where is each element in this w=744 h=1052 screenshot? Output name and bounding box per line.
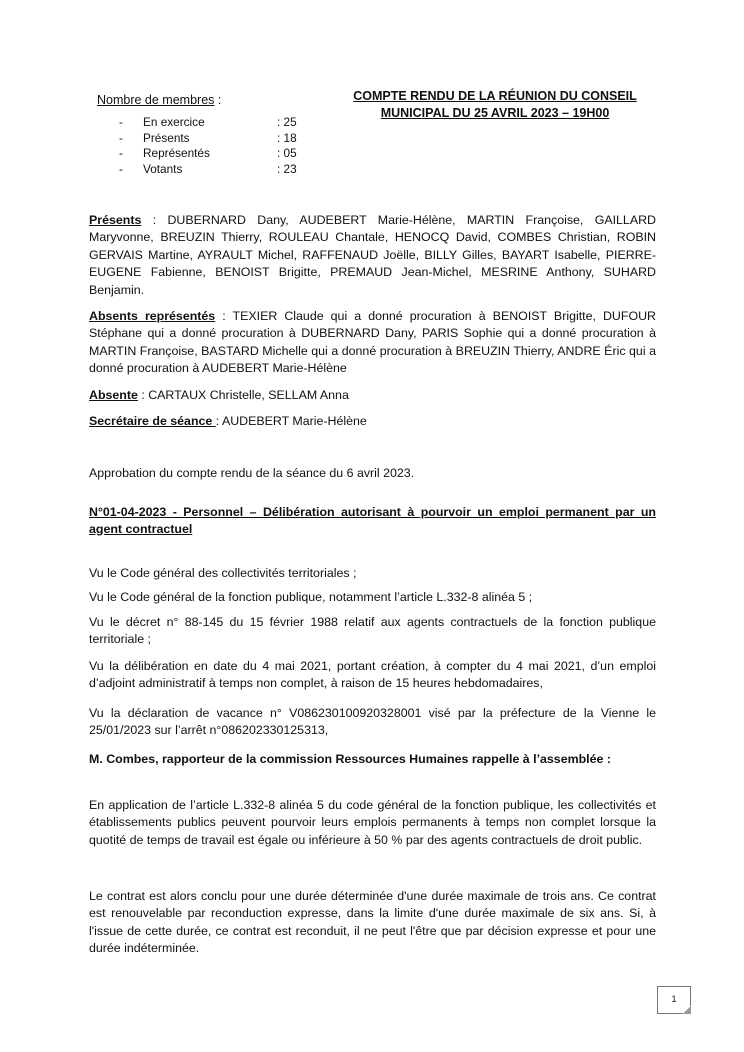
rapporteur-statement: M. Combes, rapporteur de la commission Ressources Humaines rappelle à l’assemblée : [89,752,611,766]
page-fold-icon [683,1006,691,1014]
absents-representes-paragraph: Absents représentés : TEXIER Claude qui a donné procuration à BENOIST Brigitte, DUFOUR Stéphane qui a donné procuration à DUBERNARD Dany, PARIS Sophie qui a donné procuration à MARTIN Françoise, BASTARD Michelle qui a donné procuration à BREUZIN Thierry, ANDRE Éric qui a donné procuration à AUDEBERT Marie-Hélène [89,309,656,376]
vu-item: Vu le décret n° 88-145 du 15 février 1988 relatif aux agents contractuels de la fonction publique territoriale ; [89,615,656,647]
deliberation-title: N°01-04-2023 - Personnel – Délibération autorisant à pourvoir un emploi permanent par un agent contractuel [89,505,656,536]
approval-statement: Approbation du compte rendu de la séance du 6 avril 2023. [89,466,415,480]
absente-paragraph: Absente : CARTAUX Christelle, SELLAM Anna [89,387,349,402]
members-row-representes: - Représentés : 05 [119,146,297,160]
vu-item: Vu la délibération en date du 4 mai 2021, portant création, à compter du 4 mai 2021, d’un emploi d’adjoint administratif à temps non complet, à raison de 15 heures hebdomadaires, [89,659,656,691]
members-row-presents: - Présents : 18 [119,130,297,145]
secretaire-paragraph: Secrétaire de séance : AUDEBERT Marie-Hélène [89,414,367,429]
vu-item: Vu le Code général des collectivités territoriales ; [89,566,357,580]
members-summary [97,93,297,177]
members-row-en-exercice: - En exercice : 25 [119,115,297,129]
document-title: COMPTE RENDU DE LA RÉUNION DU CONSEIL MUNICIPAL DU 25 AVRIL 2023 – 19H00 [353,89,637,120]
vu-item: Vu le Code général de la fonction publique, notamment l’article L.332-8 alinéa 5 ; [89,590,533,604]
presents-paragraph: Présents : DUBERNARD Dany, AUDEBERT Marie-Hélène, MARTIN Françoise, GAILLARD Maryvonne, BREUZIN Thierry, ROULEAU Chantale, HENOCQ David, COMBES Christian, ROBIN GERVAIS Martine, AYRAULT Michel, RAFFENAUD Joëlle, BILLY Gilles, BAYART Isabelle, PIERRE-EUGENE Fabienne, BENOIST Brigitte, PREMAUD Jean-Michel, MESRINE Anthony, SUHARD Benjamin. [89,213,656,297]
attendance-section [89,212,656,430]
body-paragraph: En application de l’article L.332-8 alinéa 5 du code général de la fonction publique, les collectivités et établissements publics peuvent pourvoir leurs emplois permanents à temps non complet lorsque la quotité de temps de travail est égale ou inférieure à 50 % par des agents contractuels de droit public. [89,798,656,847]
vu-item: Vu la déclaration de vacance n° V086230100920328001 visé par la préfecture de la Vienne le 25/01/2023 sur l’arrêt n°086202330125313, [89,706,656,738]
members-row-votants: - Votants : 23 [119,161,297,176]
body-paragraph: Le contrat est alors conclu pour une durée déterminée d'une durée maximale de trois ans. Ce contrat est renouvelable par reconduction expresse, dans la limite d'une durée maximale de six ans. Si, à l'issue de cette durée, ce contrat est reconduit, il ne peut l'être que par décision expresse et pour une durée indéterminée. [89,889,656,956]
page-number: 1 [657,986,691,1014]
members-title: Nombre de membres : [97,93,222,107]
